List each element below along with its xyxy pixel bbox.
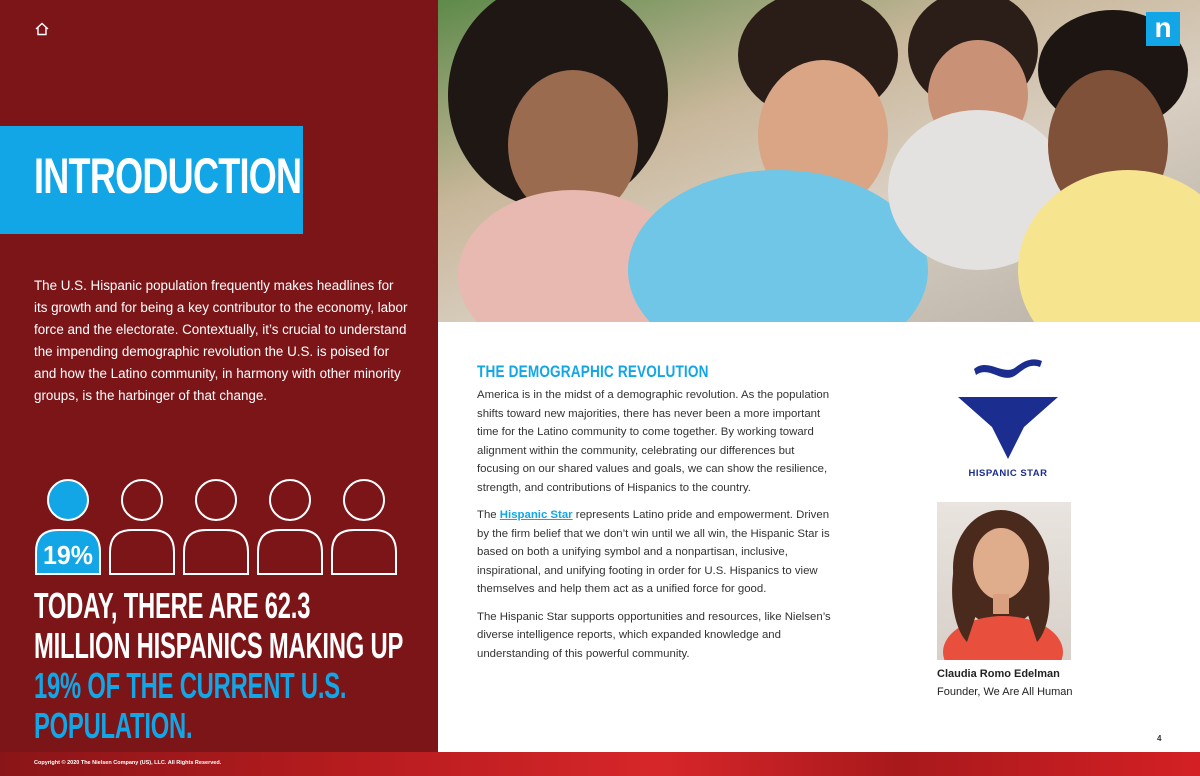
person-icon [110, 480, 174, 574]
person-title: Founder, We Are All Human [937, 686, 1073, 698]
home-icon[interactable] [35, 22, 49, 36]
person-name: Claudia Romo Edelman [937, 668, 1060, 680]
copyright-text: Copyright © 2020 The Nielsen Company (US), LLC. All Rights Reserved. [34, 760, 222, 766]
person-icon [184, 480, 248, 574]
intro-title: INTRODUCTION [34, 148, 302, 204]
intro-paragraph: The U.S. Hispanic population frequently makes headlines for its growth and for being a key contributor to the economy, labor force and the electorate. Contextually, it’s crucial to understand the impending demographic revolution the U.S. is poised for and how the Latino community, in harmony with other minority groups, is the harbinger of that change. [34, 278, 408, 403]
section-title: THE DEMOGRAPHIC REVOLUTION [477, 362, 709, 381]
paragraph-1: America is in the midst of a demographic revolution. As the population shifts toward new majorities, there has never been a more important time for the Latino community to come together. By working toward alignment within the community, celebrating our differences but focusing on our shared values and goals, we can show the resilience, strength, and contributions of Hispanics to the country. [477, 389, 830, 494]
footer-bar [0, 752, 1200, 776]
paragraph-3: The Hispanic Star supports opportunities and resources, like Nielsen’s diverse intelligence reports, which expanded knowledge and understanding of this powerful community. [477, 610, 831, 660]
person-icon [258, 480, 322, 574]
stat-highlight: 19% OF THE CURRENT U.S. POPULATION. [34, 665, 347, 746]
hispanic-star-logo [948, 355, 1068, 485]
percent-label: 19% [43, 540, 93, 570]
tilde-icon [974, 359, 1042, 377]
person-icon [332, 480, 396, 574]
stat-prefix: TODAY, THERE ARE 62.3 MILLION HISPANICS MAKING UP [34, 585, 403, 666]
person-icon-highlighted [36, 480, 100, 574]
paragraph-2 [477, 506, 837, 599]
paragraph-2-prefix: The [477, 509, 500, 521]
population-icons [34, 478, 404, 578]
hispanic-star-wordmark: HISPANIC STAR [968, 468, 1048, 479]
hispanic-star-link[interactable]: Hispanic Star [499, 509, 573, 521]
intro-panel [0, 0, 438, 752]
page-number: 4 [1157, 734, 1162, 743]
nielsen-logo: n [1146, 12, 1180, 46]
portrait-photo [937, 502, 1071, 660]
population-stat [34, 586, 404, 746]
paragraph-2-rest: represents Latino pride and empowerment. Driven by the firm belief that we don’t win until we all win, the Hispanic Star is based on both a unifying symbol and a nonpartisan, inclusive, inspirational, and unifying footing in order for U.S. Hispanics to view themselves and help them act as a unified force for good. [477, 509, 830, 595]
demographic-section [477, 362, 837, 663]
star-icon [958, 397, 1058, 459]
hero-photo [438, 0, 1200, 322]
